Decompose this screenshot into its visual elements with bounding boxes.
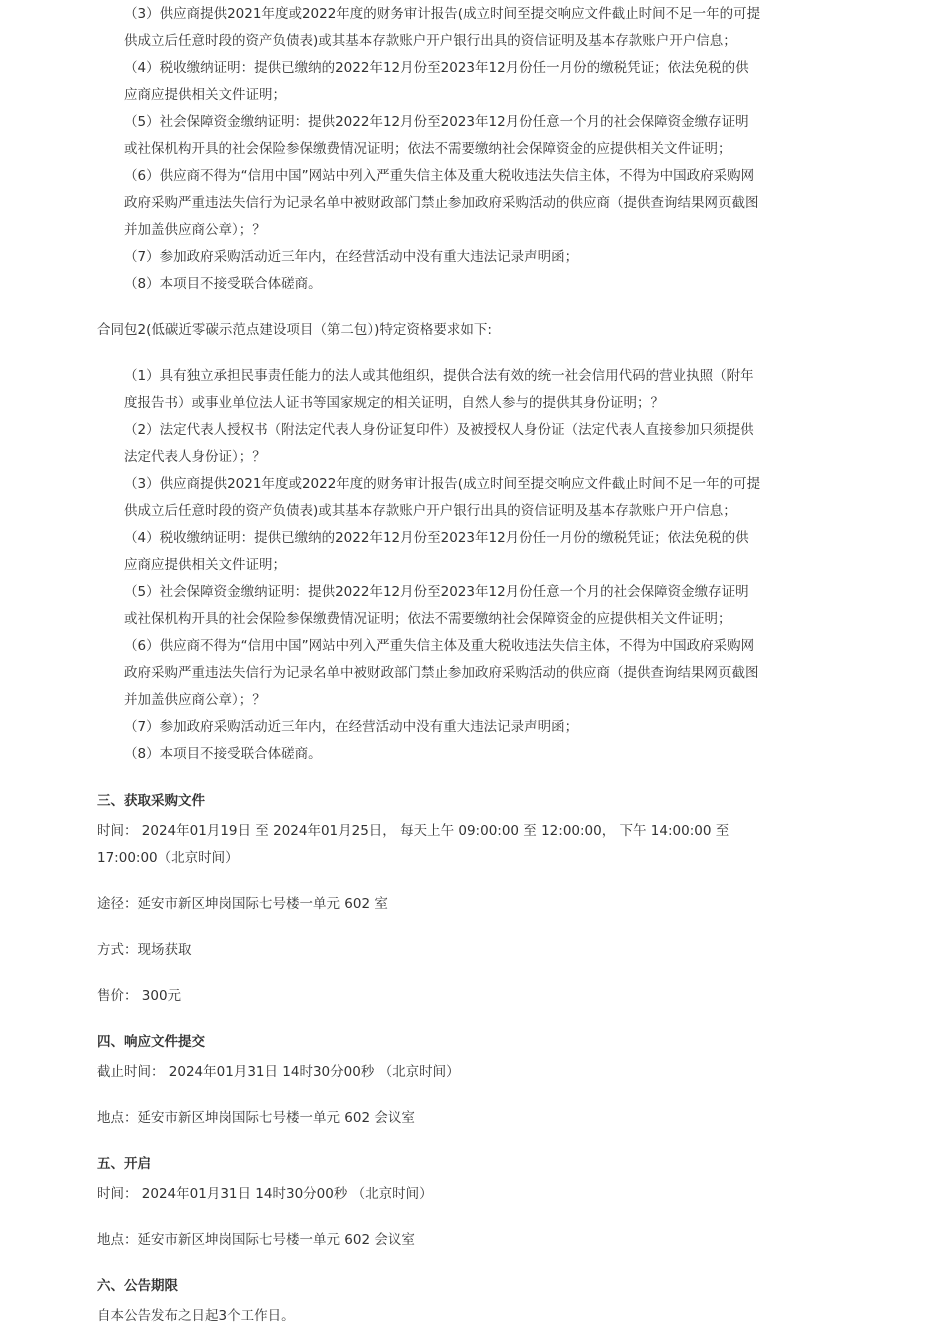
opening-time: 时间： 2024年01月31日 14时30分00秒 （北京时间）: [97, 1186, 433, 1202]
requirement-item: （4）税收缴纳证明：提供已缴纳的2022年12月份至2023年12月份任一月份的缴税凭证；依法免税的供应商应提供相关文件证明；: [124, 530, 749, 573]
package2-requirements: [97, 363, 762, 768]
requirement-item: （3）供应商提供2021年度或2022年度的财务审计报告(成立时间至提交响应文件截止时间不足一年的可提供成立后任意时段的资产负债表)或其基本存款账户开户银行出具的资信证明及基本存款账户开户信息；: [124, 476, 761, 519]
requirement-item: （7）参加政府采购活动近三年内，在经营活动中没有重大违法记录声明函；: [124, 249, 579, 265]
document-body: [97, 0, 762, 1330]
requirement-item: （8）本项目不接受联合体磋商。: [124, 276, 322, 292]
section-title-opening: 五、开启: [97, 1156, 151, 1172]
requirement-item: （6）供应商不得为“信用中国”网站中列入严重失信主体及重大税收违法失信主体，不得为中国政府采购网政府采购严重违法失信行为记录名单中被财政部门禁止参加政府采购活动的供应商（提供查询结果网页截图并加盖供应商公章）；？: [124, 638, 759, 708]
requirement-item: （1）具有独立承担民事责任能力的法人或其他组织，提供合法有效的统一社会信用代码的营业执照（附年度报告书）或事业单位法人证书等国家规定的相关证明，自然人参与的提供其身份证明；？: [124, 368, 754, 411]
submission-place: 地点：延安市新区坤岗国际七号楼一单元 602 会议室: [97, 1110, 415, 1126]
notice-period-text: 自本公告发布之日起3个工作日。: [97, 1308, 295, 1324]
obtain-time: 时间： 2024年01月19日 至 2024年01月25日， 每天上午 09:00:00 至 12:00:00， 下午 14:00:00 至 17:00:00（北京时间）: [97, 823, 730, 866]
document-price: 售价： 300元: [97, 988, 182, 1004]
requirement-item: （8）本项目不接受联合体磋商。: [124, 746, 322, 762]
opening-place: 地点：延安市新区坤岗国际七号楼一单元 602 会议室: [97, 1232, 415, 1248]
obtain-method: 方式：现场获取: [97, 942, 192, 958]
requirement-item: （3）供应商提供2021年度或2022年度的财务审计报告(成立时间至提交响应文件截止时间不足一年的可提供成立后任意时段的资产负债表)或其基本存款账户开户银行出具的资信证明及基本存款账户开户信息；: [124, 6, 761, 49]
package2-title: 合同包2(低碳近零碳示范点建设项目（第二包）)特定资格要求如下:: [97, 322, 492, 338]
package1-requirements: [97, 1, 762, 298]
requirement-item: （7）参加政府采购活动近三年内，在经营活动中没有重大违法记录声明函；: [124, 719, 579, 735]
section-title-notice-period: 六、公告期限: [97, 1278, 178, 1294]
submission-deadline: 截止时间： 2024年01月31日 14时30分00秒 （北京时间）: [97, 1064, 460, 1080]
requirement-item: （5）社会保障资金缴纳证明：提供2022年12月份至2023年12月份任意一个月的社会保障资金缴存证明或社保机构开具的社会保险参保缴费情况证明；依法不需要缴纳社会保障资金的应提供相关文件证明；: [124, 584, 749, 627]
obtain-route: 途径：延安市新区坤岗国际七号楼一单元 602 室: [97, 896, 388, 912]
section-title-obtain-documents: 三、获取采购文件: [97, 793, 205, 809]
requirement-item: （2）法定代表人授权书（附法定代表人身份证复印件）及被授权人身份证（法定代表人直接参加只须提供法定代表人身份证）；？: [124, 422, 754, 465]
requirement-item: （4）税收缴纳证明：提供已缴纳的2022年12月份至2023年12月份任一月份的缴税凭证；依法免税的供应商应提供相关文件证明；: [124, 60, 749, 103]
requirement-item: （6）供应商不得为“信用中国”网站中列入严重失信主体及重大税收违法失信主体，不得为中国政府采购网政府采购严重违法失信行为记录名单中被财政部门禁止参加政府采购活动的供应商（提供查询结果网页截图并加盖供应商公章）；？: [124, 168, 759, 238]
requirement-item: （5）社会保障资金缴纳证明：提供2022年12月份至2023年12月份任意一个月的社会保障资金缴存证明或社保机构开具的社会保险参保缴费情况证明；依法不需要缴纳社会保障资金的应提供相关文件证明；: [124, 114, 749, 157]
section-title-submission: 四、响应文件提交: [97, 1034, 205, 1050]
